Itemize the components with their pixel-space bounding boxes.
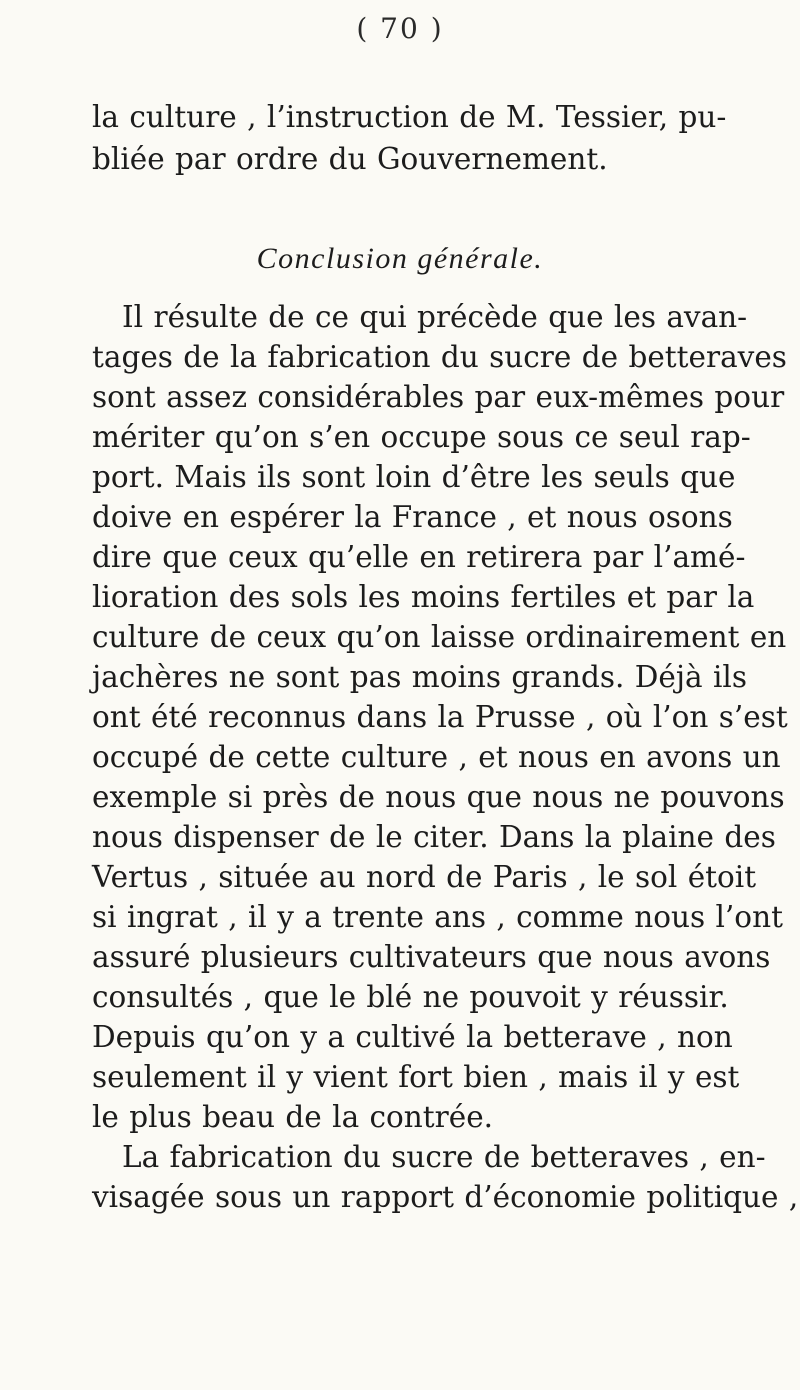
- body-line: lioration des sols les moins fertiles et par la: [92, 580, 755, 614]
- body-line: visagée sous un rapport d’économie politique ,: [92, 1180, 799, 1214]
- body-line: La fabrication du sucre de betteraves , en-: [122, 1140, 766, 1174]
- body-line: ont été reconnus dans la Prusse , où l’on s’est: [92, 700, 788, 734]
- body-line: le plus beau de la contrée.: [92, 1100, 494, 1134]
- body-line: mériter qu’on s’en occupe sous ce seul rap-: [92, 420, 751, 454]
- body-line: seulement il y vient fort bien , mais il y est: [92, 1060, 740, 1094]
- body-line: nous dispenser de le citer. Dans la plaine des: [92, 820, 776, 854]
- body-line: culture de ceux qu’on laisse ordinairement en: [92, 620, 787, 654]
- body-line: sont assez considérables par eux-mêmes pour: [92, 380, 785, 414]
- body-line: Vertus , située au nord de Paris , le sol étoit: [92, 860, 757, 894]
- intro-line-2: bliée par ordre du Gouvernement.: [92, 142, 608, 176]
- intro-line-1: la culture , l’instruction de M. Tessier, pu-: [92, 100, 727, 134]
- body-line: Depuis qu’on y a cultivé la betterave , non: [92, 1020, 733, 1054]
- body-line: jachères ne sont pas moins grands. Déjà ils: [92, 660, 748, 694]
- section-heading: Conclusion générale.: [256, 242, 544, 275]
- body-line: dire que ceux qu’elle en retirera par l’amé-: [92, 540, 746, 574]
- body-line: exemple si près de nous que nous ne pouvons: [92, 780, 785, 814]
- body-line: occupé de cette culture , et nous en avons un: [92, 740, 781, 774]
- page-number: ( 70 ): [356, 12, 444, 45]
- body-line: consultés , que le blé ne pouvoit y réussir.: [92, 980, 729, 1014]
- body-line: port. Mais ils sont loin d’être les seuls que: [92, 460, 736, 494]
- body-line: assuré plusieurs cultivateurs que nous avons: [92, 940, 771, 974]
- body-line: Il résulte de ce qui précède que les avan-: [122, 300, 748, 334]
- body-line: doive en espérer la France , et nous osons: [92, 500, 733, 534]
- body-line: si ingrat , il y a trente ans , comme nous l’ont: [92, 900, 783, 934]
- body-line: tages de la fabrication du sucre de betteraves: [92, 340, 787, 374]
